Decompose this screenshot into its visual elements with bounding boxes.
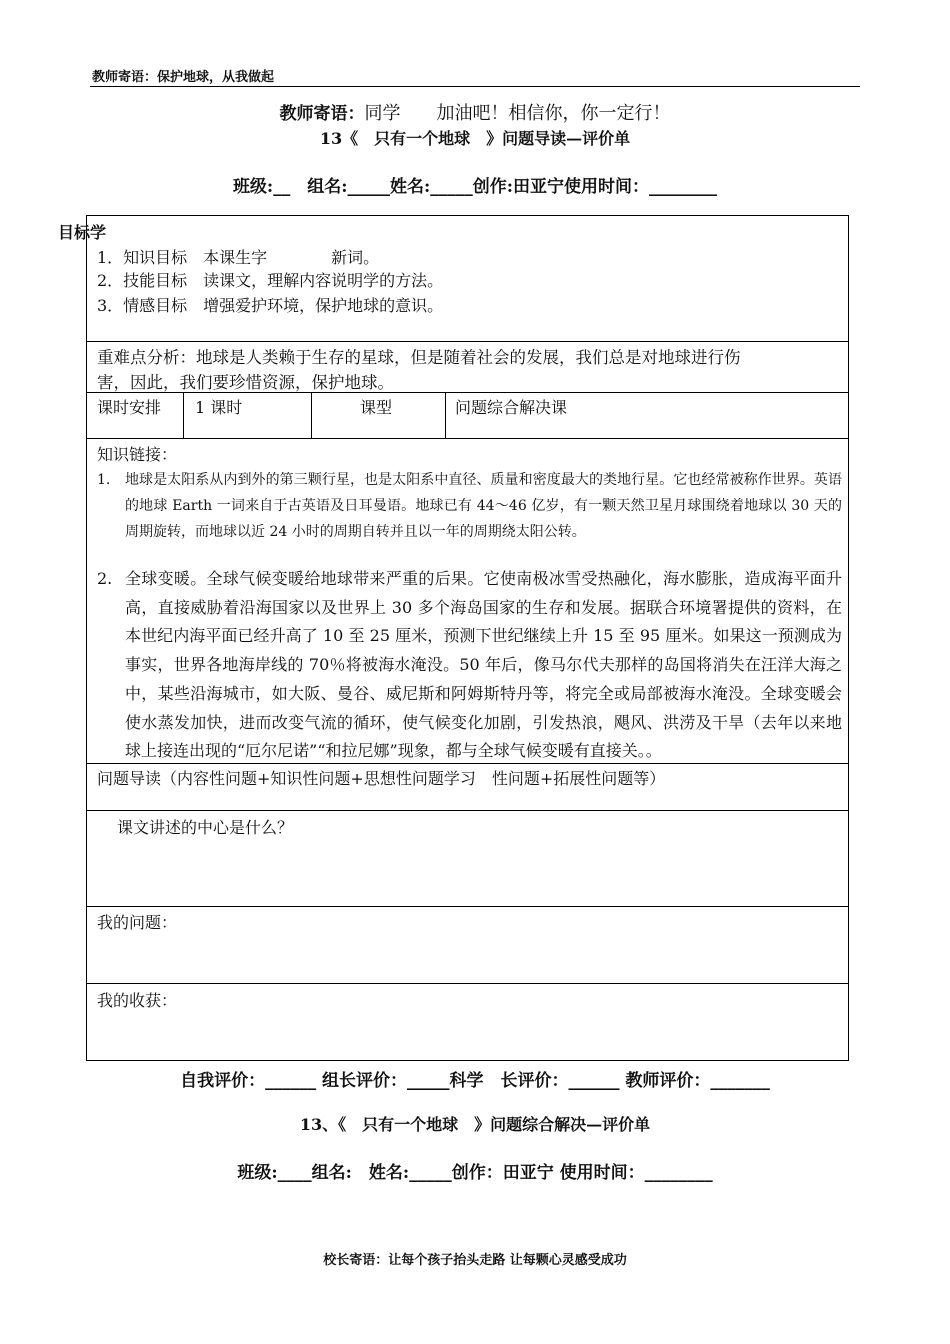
goal-knowledge: 1．知识目标 本课生字 新词。: [97, 248, 380, 267]
header-motto: 教师寄语：保护地球，从我做起: [92, 70, 275, 85]
knowledge-item-text: 地球是太阳系从内到外的第三颗行星，也是太阳系中直径、质量和密度最大的类地行星。它也经常被称作世界。英语的地球 Earth 一词来自于古英语及日耳曼语。地球已有 44～46 亿岁，有一颗天然卫星月球围绕着地球以 30 天的周期旋转，而地球以近 24 小时的周期自转并且以一年的周期绕太阳公转。: [125, 472, 842, 540]
encouragement-line: [0, 99, 950, 125]
schedule-value: 1 课时: [195, 398, 243, 417]
encouragement-text: 同学 加油吧！相信你，你一定行！: [364, 103, 671, 124]
table-rule: [87, 438, 848, 439]
type-value: 问题综合解决课: [455, 398, 568, 417]
table-rule: [183, 392, 184, 438]
table-rule: [87, 906, 848, 907]
type-label: 课型: [360, 398, 393, 417]
table-rule: [87, 341, 848, 342]
footer-motto: 校长寄语：让每个孩子抬头走路 让每颗心灵感受成功: [323, 1253, 627, 1268]
difficulty-analysis-cont: 害，因此，我们要珍惜资源，保护地球。: [97, 373, 394, 392]
table-rule: [445, 392, 446, 438]
class-info-line: 班级:__ 组名:_____姓名:_____创作:田亚宁使用时间：________: [232, 177, 718, 197]
second-class-info-line: 班级:____组名: 姓名:_____创作：田亚宁 使用时间：________: [237, 1163, 713, 1183]
question-central-idea: 课文讲述的中心是什么？: [117, 818, 294, 837]
table-rule: [311, 392, 312, 438]
question-guide-label: 问题导读（内容性问题+知识性问题+思想性问题学习 性问题+拓展性问题等）: [97, 769, 666, 788]
my-questions-label: 我的问题：: [97, 913, 178, 932]
goal-emotion: 3．情感目标 增强爱护环境，保护地球的意识。: [97, 296, 444, 315]
second-title: 13、《 只有一个地球 》问题综合解决—评价单: [299, 1115, 651, 1134]
goal-skill: 2．技能目标 读课文，理解内容说明学的方法。: [97, 271, 444, 290]
lesson-table: [86, 215, 849, 1061]
table-rule: [87, 810, 848, 811]
knowledge-item-text: 全球变暖。全球气候变暖给地球带来严重的后果。它使南极冰雪受热融化，海水膨胀，造成海平面升高，直接威胁着沿海国家以及世界上 30 多个海岛国家的生存和发展。据联合环境署提供的资料，在本世纪内海平面已经升高了 10 至 25 厘米，预测下世纪继续上升 15 至 95 厘米。如果这一预测成为事实，世界各地海岸线的 70％将被海水淹没。50 年后，像马尔代夫那样的岛国将消失在汪洋大海之中，某些沿海城市，如大阪、曼谷、威尼斯和阿姆斯特丹等，将完全或局部被海水淹没。全球变暖会使水蒸发加快，进而改变气流的循环，使气候变化加剧，引发热浪，飓风、洪涝及干旱（去年以来地球上接连出现的“厄尔尼诺”“和拉尼娜”现象，都与全球气候变暖有直接关。。: [125, 569, 842, 761]
evaluation-line: 自我评价：______ 组长评价：_____科学 长评价：______ 教师评价：_______: [180, 1071, 770, 1091]
difficulty-analysis: 重难点分析：地球是人类赖于生存的星球，但是随着社会的发展，我们总是对地球进行伤: [97, 348, 741, 367]
knowledge-item-number: 1.: [97, 472, 111, 488]
encouragement-label: 教师寄语：: [279, 104, 365, 124]
knowledge-item-number: 2.: [97, 569, 113, 588]
knowledge-label: 知识链接：: [97, 445, 178, 464]
header-divider: [90, 86, 860, 87]
document-title: 13《 只有一个地球 》问题导读—评价单: [319, 129, 631, 148]
schedule-label: 课时安排: [97, 398, 162, 417]
table-rule: [87, 983, 848, 984]
my-gains-label: 我的收获：: [97, 991, 178, 1010]
goals-section-label: 目标学: [58, 223, 107, 242]
knowledge-item: [97, 467, 842, 571]
